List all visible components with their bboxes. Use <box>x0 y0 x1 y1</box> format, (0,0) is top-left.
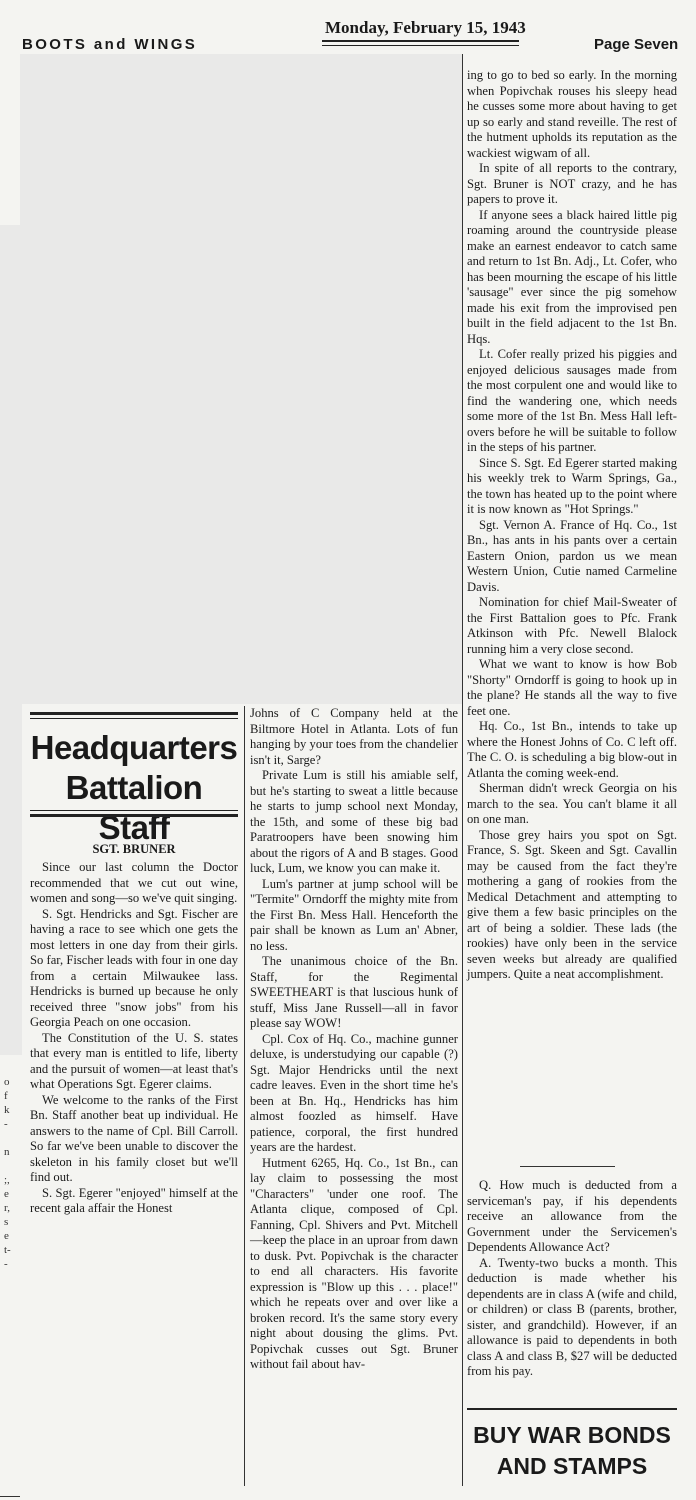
blank-region-margin <box>0 225 22 1055</box>
edge-mark <box>0 1496 20 1497</box>
ad-rule <box>467 1408 677 1410</box>
blank-region-top <box>20 54 463 704</box>
column-rule <box>244 706 245 1486</box>
issue-date: Monday, February 15, 1943 <box>325 18 526 37</box>
headline-rule-bottom <box>30 814 238 817</box>
masthead-rule-thin <box>322 45 519 46</box>
article-column-2: Johns of C Company held at the Biltmore Hotel in Atlanta. Lots of fun hanging by your toes from the chandelier isn't it, Sarge? Private Lum is still his amiable self, but he's starting to sweat a little because he starts to jump school next Monday, the 15th, and some of these big bad Paratroopers have been snowing him about the rigors of A and B stages. Good luck, Lum, we know you can make it. Lum's partner at jump school will be "Termite" Orndorff the mighty mite from the First Bn. Mess Hall. Henceforth the pair shall be known as Lum an' Abner, no less. The unanimous choice of the Bn. Staff, for the Regimental SWEETHEART is that luscious hunk of stuff, Miss Jane Russell—all in favor please say WOW! Cpl. Cox of Hq. Co., machine gunner deluxe, is understudying our capable (?) Sgt. Major Hendricks until the next cadre leaves. Even in the short time he's been at Bn. Hq., Hendricks has him almost foozled as himself. Have patience, corporal, the first hundred years are the hardest. Hutment 6265, Hq. Co., 1st Bn., can lay claim to possessing the most "Characters" 'under one roof. The Atlanta clique, composed of Cpl. Fanning, Cpl. Shivers and Pvt. Mitchell—keep the place in an uproar from dawn to dusk. Pvt. Popivchak is the character to end all characters. His favorite expression is "Blow up this . . . place!" which he repeats over and over like a broken record. It's the same story every night about dousing the glims. Pvt. Popivchak cusses out Sgt. Bruner without fail about hav- <box>250 706 458 1371</box>
article-column-1: Since our last column the Doctor recommended that we cut out wine, women and song—so we've quit singing. S. Sgt. Hendricks and Sgt. Fischer are having a race to see which one gets the most letters in one day from their girls. So far, Fischer leads with four in one day from a certain Milwaukee lass. Hendricks is burned up because he only received three "snow jobs" from his Georgia Peach on one occasion. The Constitution of the U. S. states that every man is entitled to life, liberty and the pursuit of women—at least that's what Operations Sgt. Egerer claims. We welcome to the ranks of the First Bn. Staff another beat up individual. He answers to the name of Cpl. Bill Carroll. So far we've been unable to discover the skeleton in his family closet but we'll find out. S. Sgt. Egerer "enjoyed" himself at the recent gala affair the Honest <box>30 860 238 1215</box>
headline-rule-top-thin <box>30 718 238 719</box>
masthead-rule <box>322 40 519 42</box>
page-number: Page Seven <box>594 36 679 53</box>
margin-fragments: o f k - n ;, e r, s e t- - <box>4 1076 11 1270</box>
headline-rule-top <box>30 712 238 715</box>
publication-name: BOOTS and WINGS <box>22 36 198 53</box>
section-separator <box>520 1166 615 1167</box>
article-column-3: ing to go to bed so early. In the morning when Popivchak rouses his sleepy head he cusses some more about having to get up so early and stand reveille. The rest of the hutment upholds its reputation as the wackiest wigwam of all. In spite of all reports to the contrary, Sgt. Bruner is NOT crazy, and he has papers to prove it. If anyone sees a black haired little pig roaming around the countryside please make an earnest endeavor to catch same and return to 1st Bn. Adj., Lt. Cofer, who has been mourning the escape of his little 'sausage" ever since the pig somehow made his exit from the improvised pen built in the field adjacent to the 1st Bn. Hqs. Lt. Cofer really prized his piggies and enjoyed delicious sausages made from the most corpulent one and would like to find the wandering one, which needs some more of the 1st Bn. Mess Hall left-overs before he will be suitable to follow in the steps of his partner. Since S. Sgt. Ed Egerer started making his weekly trek to Warm Springs, Ga., the town has heated up to the point where it is now known as "Hot Springs." Sgt. Vernon A. France of Hq. Co., 1st Bn., has ants in his pants over a certain Eastern Onion, pardon us we mean Western Union, Cutie named Carmeline Davis. Nomination for chief Mail-Sweater of the First Battalion goes to Pfc. Frank Atkinson with Pfc. Newell Blalock running him a very close second. What we want to know is how Bob "Shorty" Orndorff is going to hook up in the plane? He stands all the way to five feet one. Hq. Co., 1st Bn., intends to take up where the Honest Johns of Co. C left off. The C. O. is scheduling a big blow-out in Atlanta the coming week-end. Sherman didn't wreck Georgia on his march to the sea. You can't blame it all on one man. Those grey hairs you spot on Sgt. France, S. Sgt. Skeen and Sgt. Cavallin may be caused from the fact they're mothering a gang of rookies from the Medical Detachment and attempting to give them a few basic principles on the art of being a soldier. These lads (the rookies) have only been in the service seven weeks but already are qualified jumpers. Quite a neat accomplishment. <box>467 68 677 981</box>
war-bonds-ad: BUY WAR BONDS AND STAMPS <box>473 1422 671 1479</box>
column-rule <box>462 54 463 1486</box>
section-headline: Headquarters Battalion Staff <box>30 729 238 846</box>
headline-rule-bottom-thin <box>30 810 238 811</box>
qa-question: Q. How much is deducted from a serviceman's pay, if his dependents receive an allowance from the Government under the Servicemen's Dependents Allowance Act? <box>467 1178 677 1254</box>
qa-item <box>467 1178 677 1380</box>
byline: SGT. BRUNER <box>92 842 176 856</box>
qa-answer: A. Twenty-two bucks a month. This deduction is made whether his dependents are in class A (wife and child, or children) or class B (parents, brother, sister, and grandchild). However, if an allowance is paid to dependents in both class A and class B, $27 will be deducted from his pay. <box>467 1255 677 1378</box>
